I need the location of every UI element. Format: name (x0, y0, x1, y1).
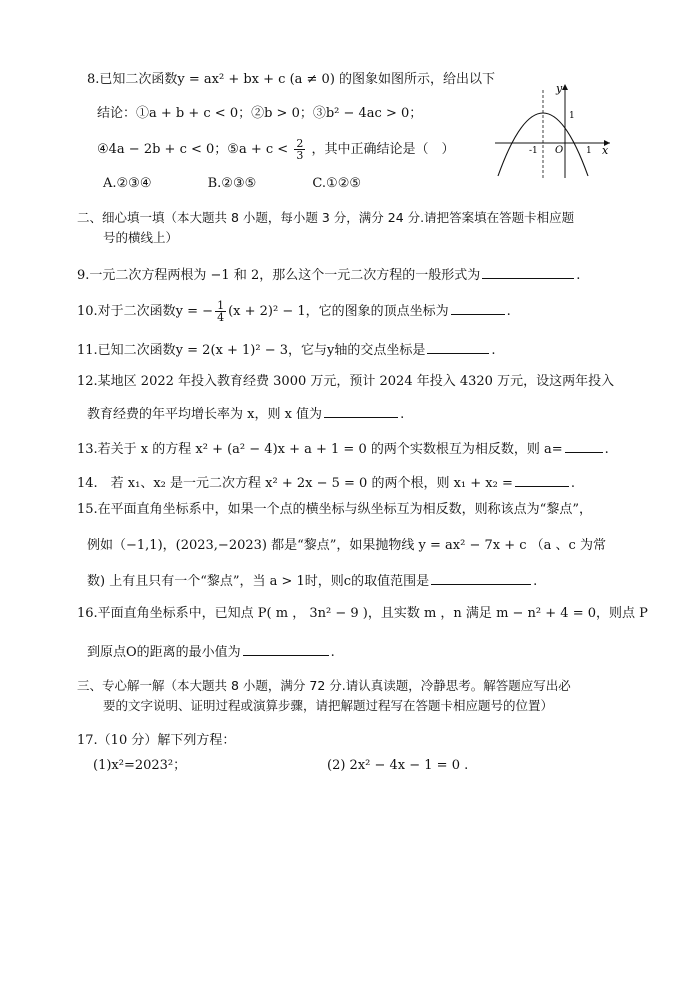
q13 (77, 438, 609, 460)
q11 (77, 339, 495, 361)
q11-text: 11.已知二次函数y = 2(x + 1)² − 3，它与y轴的交点坐标是 (77, 343, 426, 358)
q12-dot: . (400, 407, 405, 422)
q11-dot: . (491, 343, 496, 358)
q8-options (103, 174, 413, 194)
q14 (77, 472, 575, 494)
graph-x-label: x (602, 144, 609, 157)
q13-text: 13.若关于 x 的方程 x² + (a² − 4)x + a + 1 = 0 的两个实数根互为相反数，则 a= (77, 442, 563, 457)
q9 (77, 264, 580, 286)
q8-line3 (97, 138, 454, 161)
q8-option-a: A.②③④ (103, 176, 152, 191)
q16-dot: . (330, 645, 335, 660)
section3-line1: 三、专心解一解（本大题共 8 小题，满分 72 分.请认真读题，冷静思考。解答题应写出必 (77, 678, 571, 693)
q15-line1: 15.在平面直角坐标系中，如果一个点的横坐标与纵坐标互为相反数，则称该点为“黎点”， (77, 502, 592, 517)
q14-dot: . (570, 476, 575, 491)
q17-part1: (1)x²=2023²； (93, 758, 187, 773)
q11-answer-blank[interactable] (427, 339, 489, 354)
q8-line1: 8.已知二次函数y = ax² + bx + c (a ≠ 0) 的图象如图所示，给出以下 (87, 72, 496, 87)
section3-line2: 要的文字说明、证明过程或演算步骤，请把解题过程写在答题卡相应题号的位置） (103, 698, 554, 713)
q13-dot: . (604, 442, 609, 457)
q12-line1: 12.某地区 2022 年投入教育经费 3000 万元，预计 2024 年投入 4320 万元，设这两年投入 (77, 374, 615, 389)
q10-post: (x + 2)² − 1，它的图象的顶点坐标为 (228, 304, 449, 319)
q8-fraction-den: 3 (296, 149, 304, 162)
q9-dot: . (576, 268, 581, 283)
q10-answer-blank[interactable] (451, 300, 505, 315)
q14-answer-blank[interactable] (515, 472, 569, 487)
graph-origin: O (555, 145, 564, 156)
q15-dot: . (533, 574, 538, 589)
q8-line3-start: ④4a − 2b + c < 0；⑤a + c < (97, 142, 289, 157)
q8-fraction (294, 138, 305, 161)
q16-line2-text: 到原点O的距离的最小值为 (87, 645, 241, 660)
q8-parabola-graph (490, 80, 620, 180)
q10-fraction-den: 4 (217, 311, 225, 324)
q17-title: 17.（10 分）解下列方程： (77, 733, 236, 748)
q16-line2 (87, 641, 335, 663)
q8-option-c: C.①②⑤ (312, 176, 362, 191)
q17-part2: (2) 2x² − 4x − 1 = 0 . (327, 758, 469, 773)
q10-dot: . (506, 304, 511, 319)
q8-line3-end: ，其中正确结论是（ ） (311, 142, 455, 157)
section2-line2: 号的横线上） (103, 230, 179, 245)
q9-answer-blank[interactable] (482, 264, 574, 279)
q8-fraction-num: 2 (296, 137, 304, 150)
q12-line2 (87, 403, 404, 425)
q10 (77, 300, 511, 323)
section2-line1: 二、细心填一填（本大题共 8 小题，每小题 3 分，满分 24 分.请把答案填在答题卡相应题 (77, 210, 575, 225)
q15-line3-text: 数) 上有且只有一个“黎点”，当 a > 1时，则c的取值范围是 (87, 574, 430, 589)
graph-one-y: 1 (569, 111, 575, 121)
graph-one-x: 1 (586, 146, 592, 156)
graph-neg-one: -1 (529, 146, 538, 156)
q15-line3 (87, 570, 537, 592)
q12-answer-blank[interactable] (324, 403, 398, 418)
q10-fraction (215, 300, 226, 323)
q8-option-b: B.②③⑤ (207, 176, 257, 191)
q13-answer-blank[interactable] (565, 438, 603, 453)
q9-text: 9.一元二次方程两根为 −1 和 2，那么这个一元二次方程的一般形式为 (77, 268, 481, 283)
q8-line2: 结论：①a + b + c < 0；②b > 0；③b² − 4ac > 0； (97, 106, 423, 121)
q15-line2: 例如（−1,1)，(2023,−2023) 都是“黎点”，如果抛物线 y = ax² − 7x + c （a 、c 为常 (87, 538, 606, 553)
q16-line1: 16.平面直角坐标系中，已知点 P( m ， 3n² − 9 )，且实数 m ，n 满足 m − n² + 4 = 0，则点 P (77, 606, 648, 621)
y-axis-arrow (562, 84, 568, 90)
q12-line2-text: 教育经费的年平均增长率为 x，则 x 值为 (87, 407, 323, 422)
q14-text: 14. 若 x₁、x₂ 是一元二次方程 x² + 2x − 5 = 0 的两个根，则 x₁ + x₂ = (77, 476, 513, 491)
q10-fraction-num: 1 (217, 299, 225, 312)
q16-answer-blank[interactable] (243, 641, 329, 656)
q10-pre: 10.对于二次函数y = − (77, 304, 214, 319)
q15-answer-blank[interactable] (431, 570, 531, 585)
graph-y-label: y (556, 82, 563, 95)
